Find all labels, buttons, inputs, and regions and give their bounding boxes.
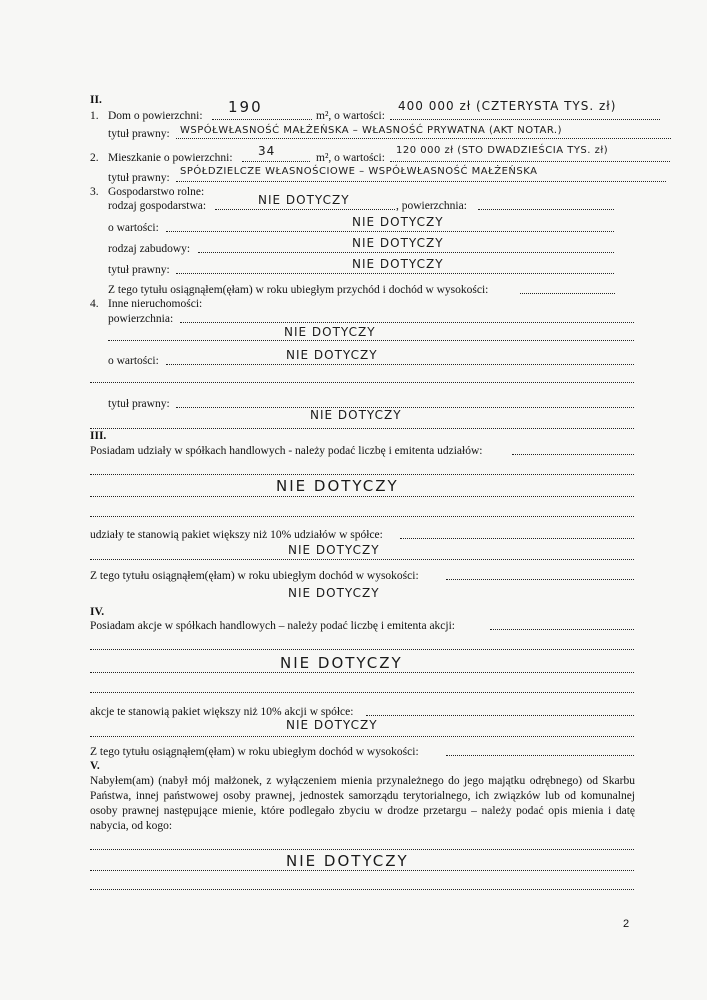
house-unit-label: m², o wartości: [316,110,385,122]
section-2-heading: II. [90,94,102,106]
stocks-income-label: Z tego tytułu osiągnąłem(ęłam) w roku ubiegłym dochód w wysokości: [90,746,419,758]
other-value-value: NIE DOTYCZY [286,348,378,362]
farm-value-label: o wartości: [108,222,159,234]
flat-unit-label: m², o wartości: [316,152,385,164]
house-area-label: Dom o powierzchni: [108,110,203,122]
shares-label: Posiadam udziały w spółkach handlowych - należy podać liczbę i emitenta udziałów: [90,445,483,457]
flat-area-value: 34 [258,144,276,158]
other-label: Inne nieruchomości: [108,298,203,310]
house-value: 400 000 zł (CZTERYSTA TYS. zł) [398,99,617,113]
acquisition-text: Nabyłem(am) (nabył mój małżonek, z wyłączeniem mienia przynależnego do jego majątku odrębnego) od Skarbu Państwa, innej państwowej osoby prawnej, jednostek samorządu terytorialnego, ich związków lub od komunalnej osoby prawnej następujące mienie, które podlegało zbyciu w drodze przetargu – należy podać opis mienia i datę nabycia, od kogo: [90,775,635,832]
farm-type-value: NIE DOTYCZY [258,193,350,207]
house-title-value: WSPÓŁWŁASNOŚĆ MAŁŻEŃSKA – WŁASNOŚĆ PRYWATNA (AKT NOTAR.) [180,125,563,136]
shares-value: NIE DOTYCZY [276,477,399,495]
flat-title-label: tytuł prawny: [108,172,170,184]
acquisition-value: NIE DOTYCZY [286,852,409,870]
stocks-packet-label: akcje te stanowią pakiet większy niż 10% akcji w spółce: [90,706,354,718]
other-value-label: o wartości: [108,355,159,367]
farm-num: 3. [90,186,99,198]
flat-num: 2. [90,152,99,164]
farm-income-label: Z tego tytułu osiągnąłem(ęłam) w roku ubiegłym przychód i dochód w wysokości: [108,284,489,296]
farm-area-label: , powierzchnia: [396,200,467,212]
farm-label: Gospodarstwo rolne: [108,186,205,198]
farm-type-label: rodzaj gospodarstwa: [108,200,207,212]
other-area-value: NIE DOTYCZY [284,325,376,339]
section-4-heading: IV. [90,606,105,618]
page-number: 2 [623,918,630,930]
farm-title-value: NIE DOTYCZY [352,257,444,271]
other-area-label: powierzchnia: [108,313,174,325]
section-5-heading: V. [90,760,100,772]
shares-packet-value: NIE DOTYCZY [288,543,380,557]
shares-income-label: Z tego tytułu osiągnąłem(ęłam) w roku ubiegłym dochód w wysokości: [90,570,419,582]
flat-area-label: Mieszkanie o powierzchni: [108,152,233,164]
farm-value-value: NIE DOTYCZY [352,215,444,229]
section-3-heading: III. [90,430,107,442]
house-num: 1. [90,110,99,122]
stocks-value: NIE DOTYCZY [280,654,403,672]
stocks-packet-value: NIE DOTYCZY [286,718,378,732]
shares-income-value: NIE DOTYCZY [288,586,380,600]
other-num: 4. [90,298,99,310]
house-area-value: 190 [228,98,263,116]
stocks-label: Posiadam akcje w spółkach handlowych – należy podać liczbę i emitenta akcji: [90,620,455,632]
house-title-label: tytuł prawny: [108,128,170,140]
other-title-value: NIE DOTYCZY [310,408,402,422]
farm-build-label: rodzaj zabudowy: [108,243,191,255]
farm-build-value: NIE DOTYCZY [352,236,444,250]
flat-value: 120 000 zł (STO DWADZIEŚCIA TYS. zł) [396,145,609,156]
flat-title-value: SPÓŁDZIELCZE WŁASNOŚCIOWE – WSPÓŁWŁASNOŚĆ MAŁŻEŃSKA [180,166,538,177]
farm-title-label: tytuł prawny: [108,264,170,276]
other-title-label: tytuł prawny: [108,398,170,410]
shares-packet-label: udziały te stanowią pakiet większy niż 10% udziałów w spółce: [90,529,383,541]
